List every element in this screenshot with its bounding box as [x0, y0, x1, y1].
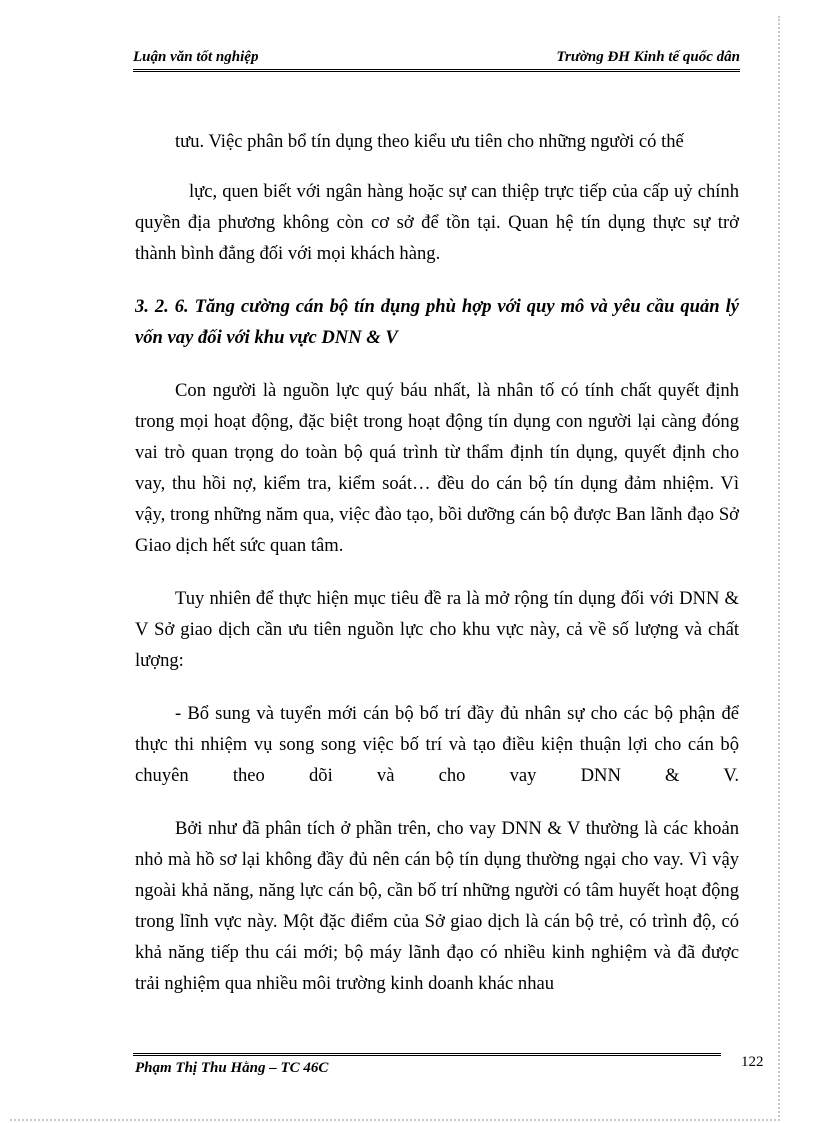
paragraph-4: Tuy nhiên để thực hiện mục tiêu đề ra là mở rộng tín dụng đối với DNN & V Sở giao dịch cần ưu tiên nguồn lực cho khu vực này, cả về số lượng và chất lượng: — [135, 588, 739, 671]
footer-rule — [133, 1053, 721, 1056]
paragraph-1: tưu. Việc phân bổ tín dụng theo kiểu ưu tiên cho những người có thế — [175, 131, 684, 152]
footer-author: Phạm Thị Thu Hằng – TC 46C — [135, 1060, 329, 1076]
header-rule — [133, 69, 740, 72]
section-heading: 3. 2. 6. Tăng cường cán bộ tín dụng phù hợp với quy mô và yêu cầu quản lý vốn vay đối với khu vực DNN & V — [135, 296, 739, 348]
page-number: 122 — [741, 1054, 764, 1070]
paragraph-3: Con người là nguồn lực quý báu nhất, là nhân tố có tính chất quyết định trong mọi hoạt động, đặc biệt trong hoạt động tín dụng con người lại càng đóng vai trò quan trọng do toàn bộ quá trình từ thẩm định tín dụng, quyết định cho vay, thu hồi nợ, kiểm tra, kiểm soát… đều do cán bộ tín dụng đảm nhiệm. Vì vậy, trong những năm qua, việc đào tạo, bồi dưỡng cán bộ được Ban lãnh đạo Sở Giao dịch hết sức quan tâm. — [135, 380, 739, 556]
paragraph-2: lực, quen biết với ngân hàng hoặc sự can thiệp trực tiếp của cấp uỷ chính quyền địa phương không còn cơ sở để tồn tại. Quan hệ tín dụng thực sự trở thành bình đẳng đối với mọi khách hàng. — [135, 181, 739, 264]
body-text — [135, 126, 739, 999]
paragraph-5: - Bổ sung và tuyển mới cán bộ bố trí đầy đủ nhân sự cho các bộ phận để thực thi nhiệm vụ song song việc bố trí và tạo điều kiện thuận lợi cho cán bộ chuyên theo dõi và cho vay DNN & V. — [135, 703, 739, 786]
paragraph-6: Bởi như đã phân tích ở phần trên, cho vay DNN & V thường là các khoản nhỏ mà hồ sơ lại không đầy đủ nên cán bộ tín dụng thường ngại cho vay. Vì vậy ngoài khả năng, năng lực cán bộ, cần bố trí những người có tâm huyết hoạt động trong lĩnh vực này. Một đặc điểm của Sở giao dịch là cán bộ trẻ, có trình độ, có khả năng tiếp thu cái mới; bộ máy lãnh đạo có nhiều kinh nghiệm và đã được trải nghiệm qua nhiều môi trường kinh doanh khác nhau — [135, 818, 739, 994]
header-right-title: Trường ĐH Kinh tế quốc dân — [556, 49, 740, 65]
header-left-title: Luận văn tốt nghiệp — [133, 49, 259, 65]
